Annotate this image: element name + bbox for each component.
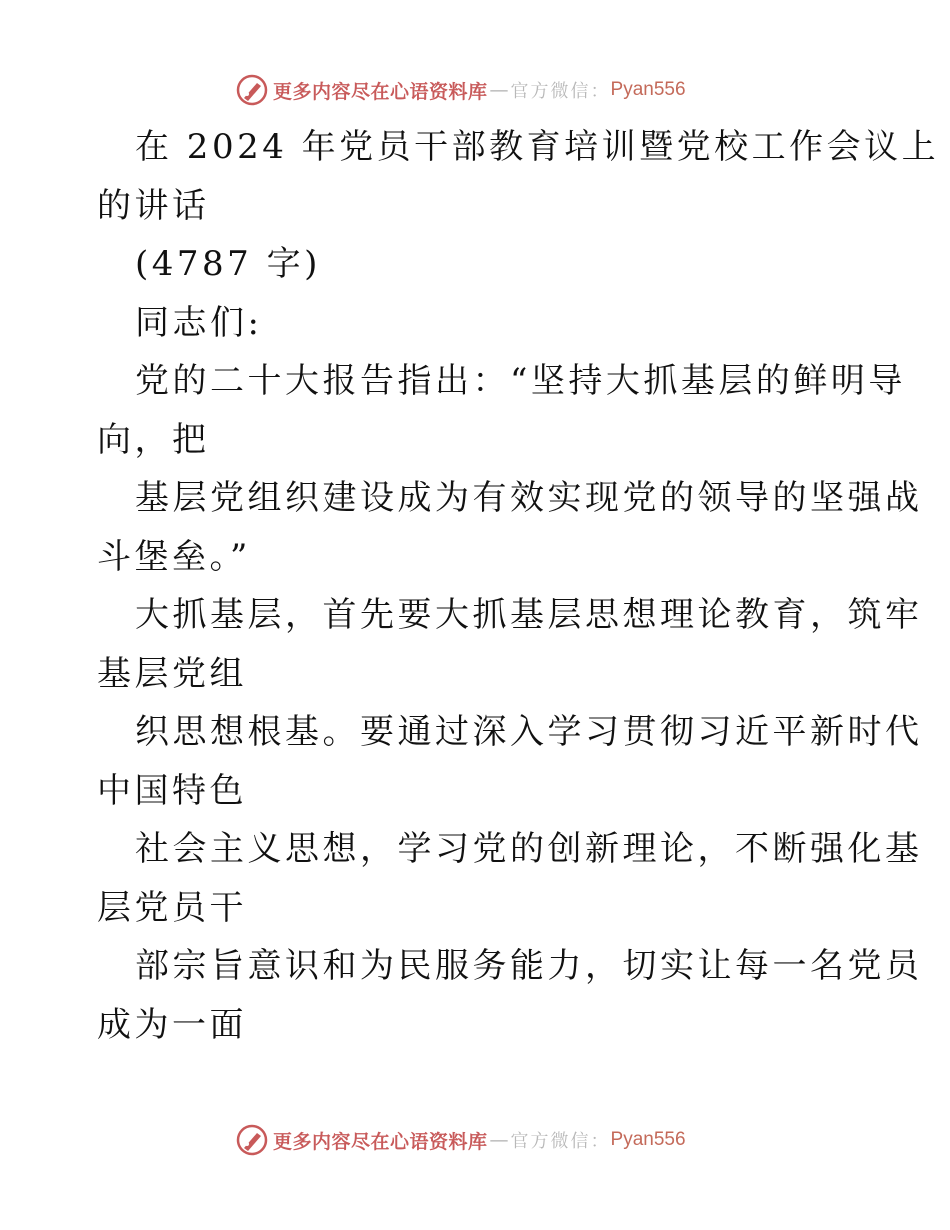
watermark-wechat-id: Pyan556 [610,1129,686,1150]
watermark-wechat-label: 官方微信： [510,81,611,102]
watermark-separator: — [489,1129,509,1151]
pen-nib-logo-icon [235,1123,269,1157]
document-title-line-1: 在 2024 年党员干部教育培训暨党校工作会议上 [135,127,940,167]
paragraph-line: 织思想根基。要通过深入学习贯彻习近平新时代 [135,712,923,752]
header-watermark [235,72,686,108]
footer-watermark [235,1122,686,1158]
paragraph-line: 党的二十大报告指出：“坚持大抓基层的鲜明导 [135,361,906,401]
salutation: 同志们: [135,302,263,343]
watermark-brand: 更多内容尽在心语资料库 [273,1130,488,1153]
paragraph-line: 基层党组 [97,653,247,694]
watermark-separator: — [489,79,509,101]
paragraph-line: 社会主义思想，学习党的创新理论，不断强化基 [135,829,923,869]
paragraph-line: 基层党组织建设成为有效实现党的领导的坚强战 [135,478,923,518]
watermark-wechat-id: Pyan556 [610,79,686,100]
pen-nib-logo-icon [235,73,269,107]
paragraph-line: 中国特色 [97,770,247,811]
paragraph-line: 向，把 [97,419,210,460]
document-title-line-2: 的讲话 [97,185,210,226]
word-count: (4787 字) [135,244,321,284]
watermark-wechat-label: 官方微信： [510,1131,611,1152]
paragraph-line: 部宗旨意识和为民服务能力，切实让每一名党员 [135,946,923,986]
paragraph-line: 成为一面 [97,1004,247,1045]
paragraph-line: 层党员干 [97,887,247,928]
document-body [97,118,940,1054]
watermark-brand: 更多内容尽在心语资料库 [273,80,488,103]
paragraph-line: 大抓基层，首先要大抓基层思想理论教育，筑牢 [135,595,923,635]
paragraph-line: 斗堡垒。” [97,536,251,577]
